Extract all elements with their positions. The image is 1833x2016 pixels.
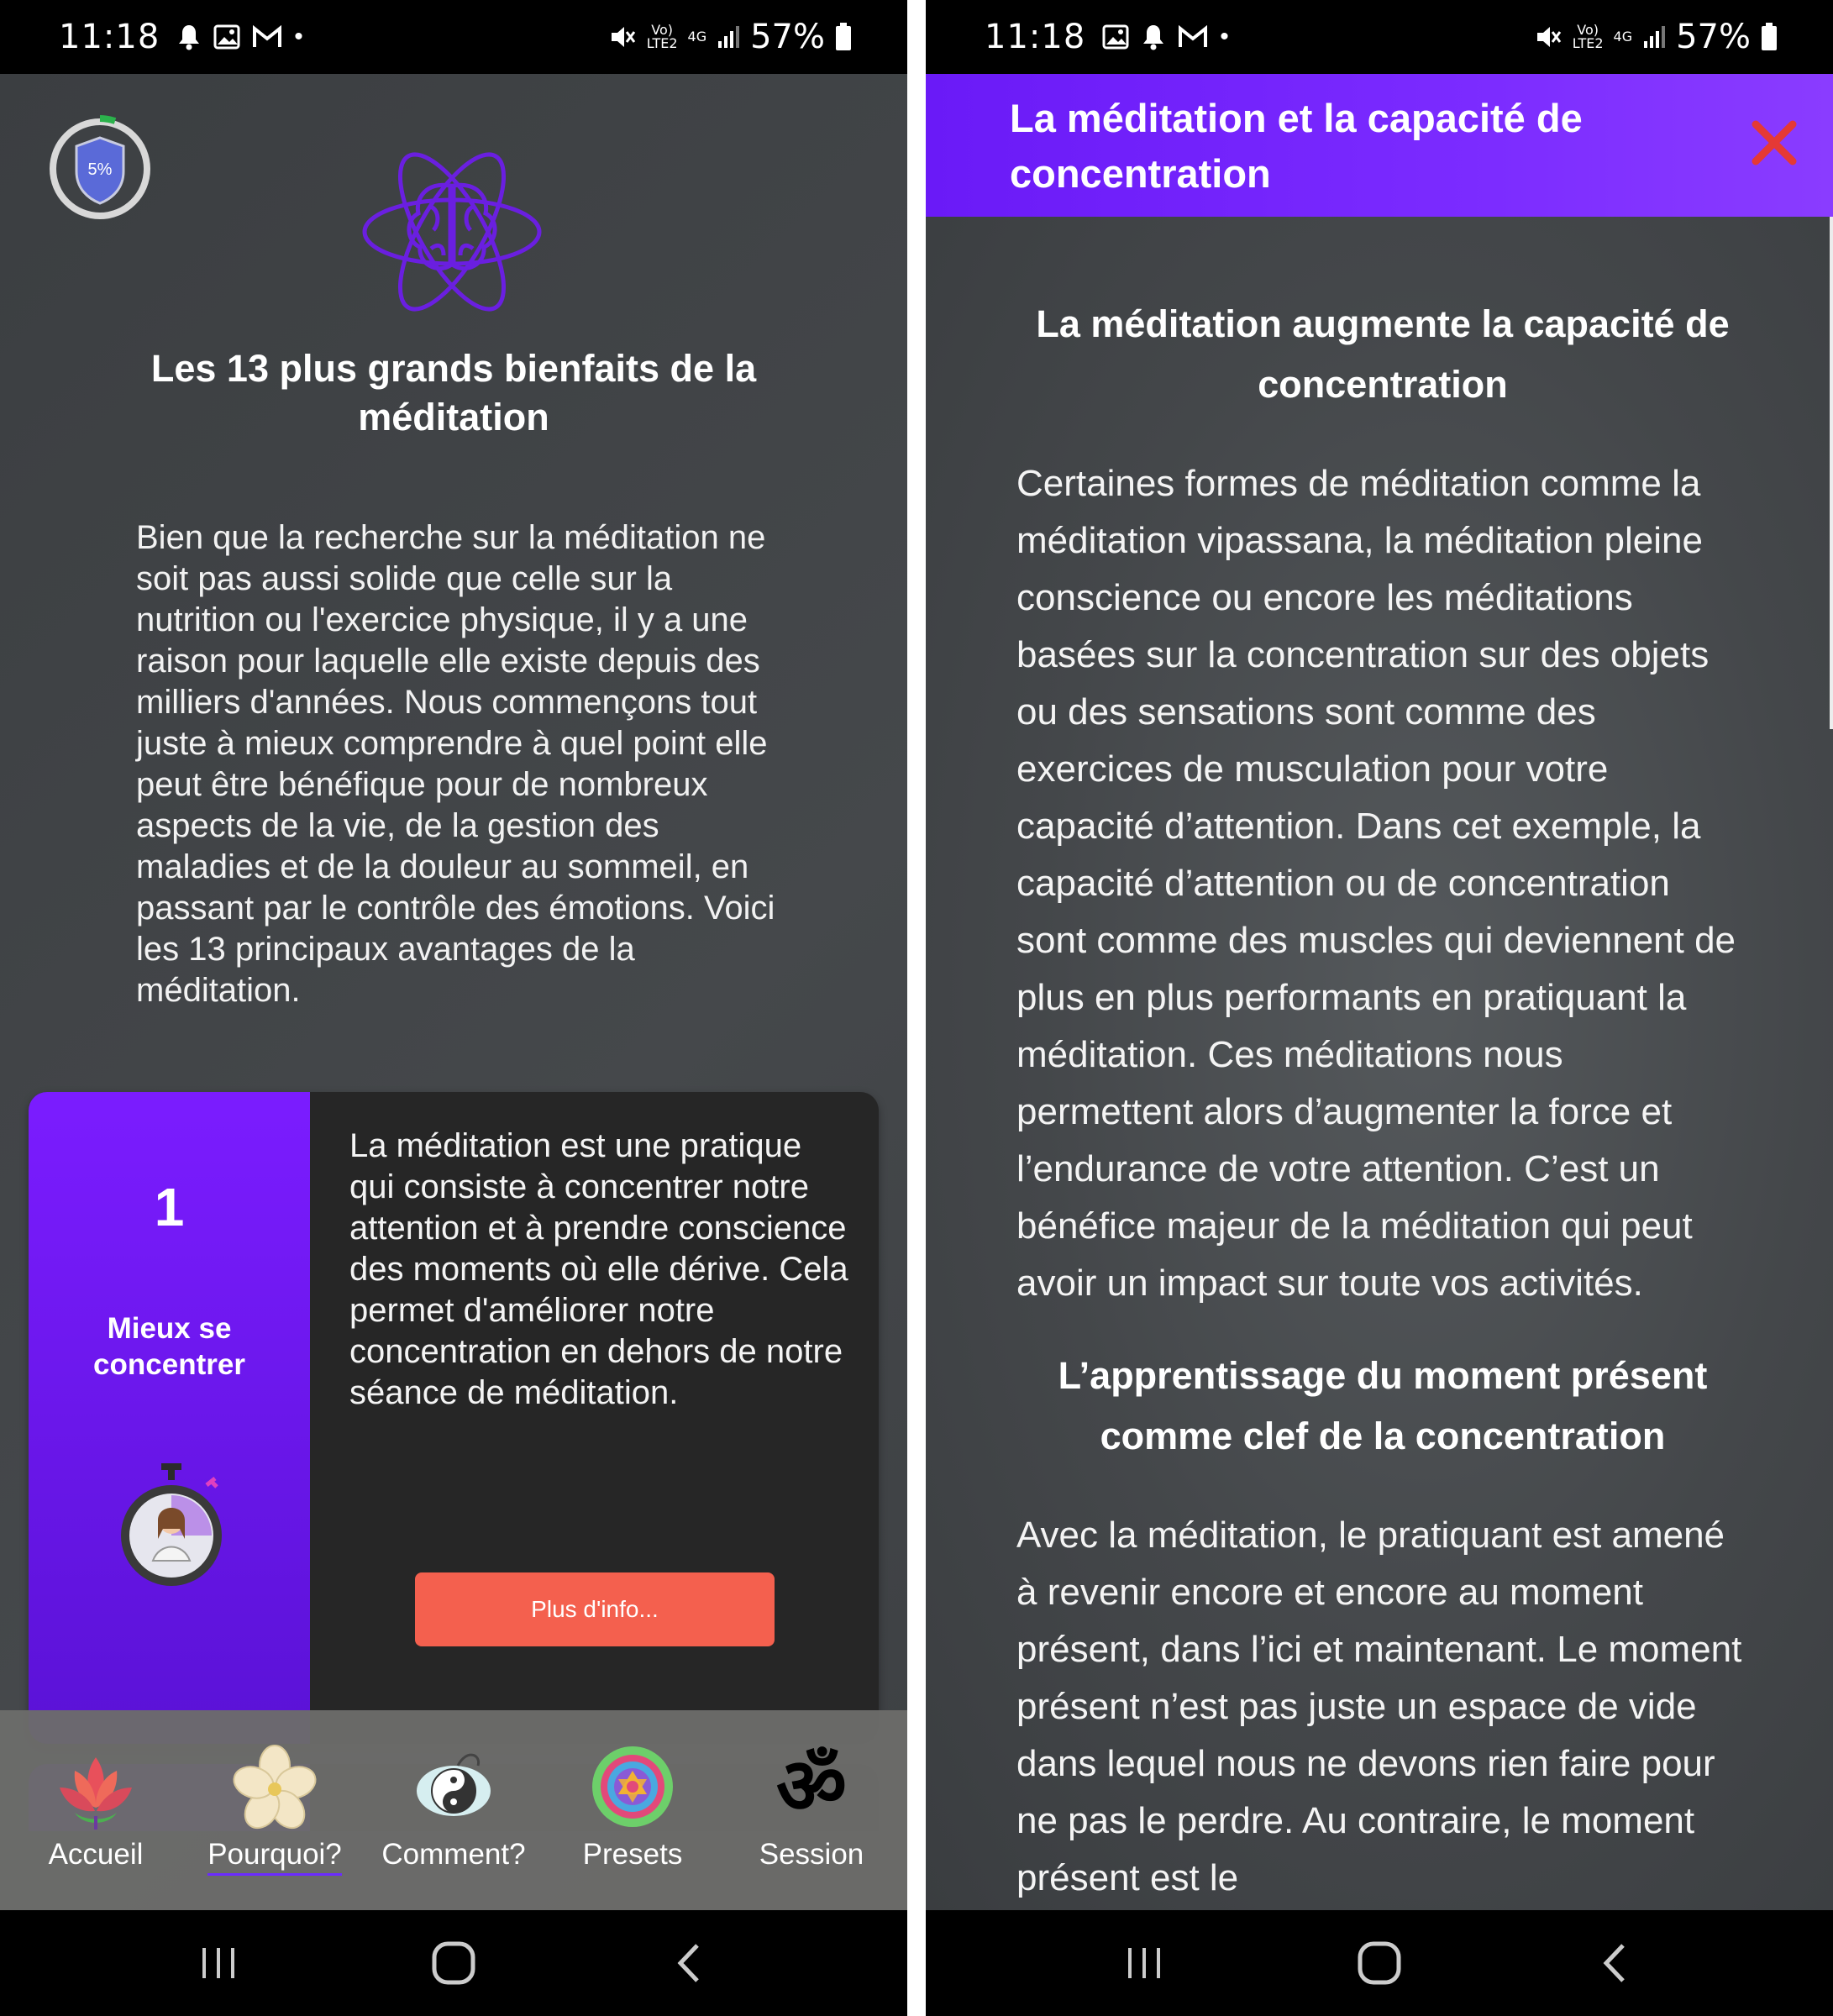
net-type: 4G (1613, 29, 1633, 45)
card-side-panel (29, 1092, 310, 1744)
battery-percent: 57% (1676, 18, 1751, 56)
system-nav-bar (0, 1910, 907, 2016)
signal-icon (1642, 24, 1666, 50)
tab-label: Pourquoi? (207, 1838, 342, 1876)
mute-icon (608, 24, 637, 50)
flower-icon (228, 1740, 321, 1833)
tab-accueil[interactable] (12, 1710, 180, 1910)
mandala-icon (586, 1740, 679, 1833)
benefits-page (0, 74, 907, 1910)
bell-icon (176, 24, 202, 50)
benefit-description: La méditation est une pratique qui consiste à concentrer notre attention et à prendre conscience des moments où elle dérive. Cela permet d'améliorer notre concentration en dehors de notre séance de méditation. (349, 1127, 848, 1411)
tab-label: Comment? (381, 1838, 526, 1871)
recent-apps-icon[interactable] (185, 1929, 252, 1997)
close-button[interactable] (1749, 118, 1799, 168)
mute-icon (1534, 24, 1563, 50)
status-bar (926, 0, 1833, 74)
back-icon[interactable] (655, 1929, 722, 1997)
home-icon[interactable] (420, 1929, 487, 1997)
battery-percent: 57% (750, 18, 825, 56)
tab-session[interactable] (727, 1710, 895, 1910)
gmail-icon (1178, 25, 1208, 49)
system-nav-bar (926, 1910, 1833, 2016)
article-body (1016, 294, 1749, 1940)
tab-label: Session (759, 1838, 864, 1871)
scrollbar[interactable] (1830, 217, 1833, 729)
progress-badge[interactable] (44, 113, 156, 225)
close-icon (1749, 118, 1799, 168)
tab-pourquoi[interactable] (191, 1710, 359, 1910)
volte-label: Vo) (1577, 22, 1599, 38)
bell-icon (1141, 24, 1166, 50)
image-icon (1102, 24, 1129, 50)
battery-icon (1761, 23, 1778, 51)
om-icon: ॐ (776, 1741, 847, 1831)
more-info-button[interactable]: Plus d'info... (415, 1572, 775, 1646)
left-phone-screen (0, 0, 907, 2016)
benefit-label: Mieux se concentrer (93, 1312, 245, 1381)
battery-icon (835, 23, 852, 51)
intro-paragraph: Bien que la recherche sur la méditation ne soit pas aussi solide que celle sur la nutrition ou l'exercice physique, il y a une raison pour laquelle elle existe depuis des milliers d'années. Nous commençons tout juste à mieux comprendre à quel point elle peut être bénéfique pour de nombreux aspects de la vie, de la gestion des maladies et de la douleur au sommeil, en passant par le contrôle des émotions. Voici les 13 principaux avantages de la méditation. (136, 519, 775, 1009)
tab-presets[interactable] (549, 1710, 717, 1910)
signal-icon (717, 24, 740, 50)
benefit-number: 1 (154, 1177, 185, 1237)
lotus-icon (50, 1740, 142, 1833)
benefit-card (29, 1092, 879, 1744)
section-heading: La méditation augmente la capacité de concentration (1036, 302, 1730, 406)
lte-label: LTE2 (646, 35, 678, 51)
section-paragraph: Certaines formes de méditation comme la méditation vipassana, la méditation pleine conscience ou encore les méditations basées sur la concentration sur des objets ou des sensations sont comme des exercices de musculation pour votre capacité d’attention. Dans cet exemple, la capacité d’attention ou de concentration sont comme des muscles qui deviennent de plus en plus performants en pratiquant la méditation. Ces méditations nous permettent alors d’augmenter la force et l’endurance de votre attention. C’est un bénéfice majeur de la méditation qui peut avoir un impact sur toute vos activités. (1016, 463, 1736, 1304)
bottom-tab-bar (0, 1710, 907, 1910)
status-time: 11:18 (985, 18, 1086, 56)
section-paragraph: Avec la méditation, le pratiquant est amené à revenir encore et encore au moment présent, dans l’ici et maintenant. Le moment présent n’est pas juste un espace de vide dans lequel nous ne devons rien faire pour ne pas le perdre. Au contraire, le moment présent est le (1016, 1515, 1742, 1898)
yin-yang-icon (407, 1740, 500, 1833)
status-bar (0, 0, 907, 74)
back-icon[interactable] (1581, 1929, 1648, 1997)
dot-icon: • (294, 23, 303, 50)
tab-label: Presets (582, 1838, 683, 1871)
right-phone-screen (926, 0, 1833, 2016)
modal-title: La méditation et la capacité de concentration (1010, 96, 1583, 196)
status-time: 11:18 (59, 18, 160, 56)
tab-comment[interactable] (370, 1710, 538, 1910)
meditation-timer-icon (113, 1462, 230, 1596)
image-icon (213, 24, 240, 50)
volte-label: Vo) (651, 22, 673, 38)
recent-apps-icon[interactable] (1111, 1929, 1178, 1997)
progress-label: 5% (87, 160, 113, 179)
tab-label: Accueil (48, 1838, 144, 1871)
net-type: 4G (687, 29, 707, 45)
page-title: Les 13 plus grands bienfaits de la méditation (150, 347, 757, 438)
detail-modal (926, 74, 1833, 1910)
lte-label: LTE2 (1572, 35, 1604, 51)
shield-progress-icon (44, 113, 156, 225)
brain-atom-logo-icon (360, 148, 544, 316)
home-icon[interactable] (1346, 1929, 1413, 1997)
gmail-icon (252, 25, 282, 49)
section-heading: L’apprentissage du moment présent comme clef de la concentration (1058, 1354, 1708, 1457)
dot-icon: • (1220, 23, 1229, 50)
modal-header (926, 74, 1833, 217)
